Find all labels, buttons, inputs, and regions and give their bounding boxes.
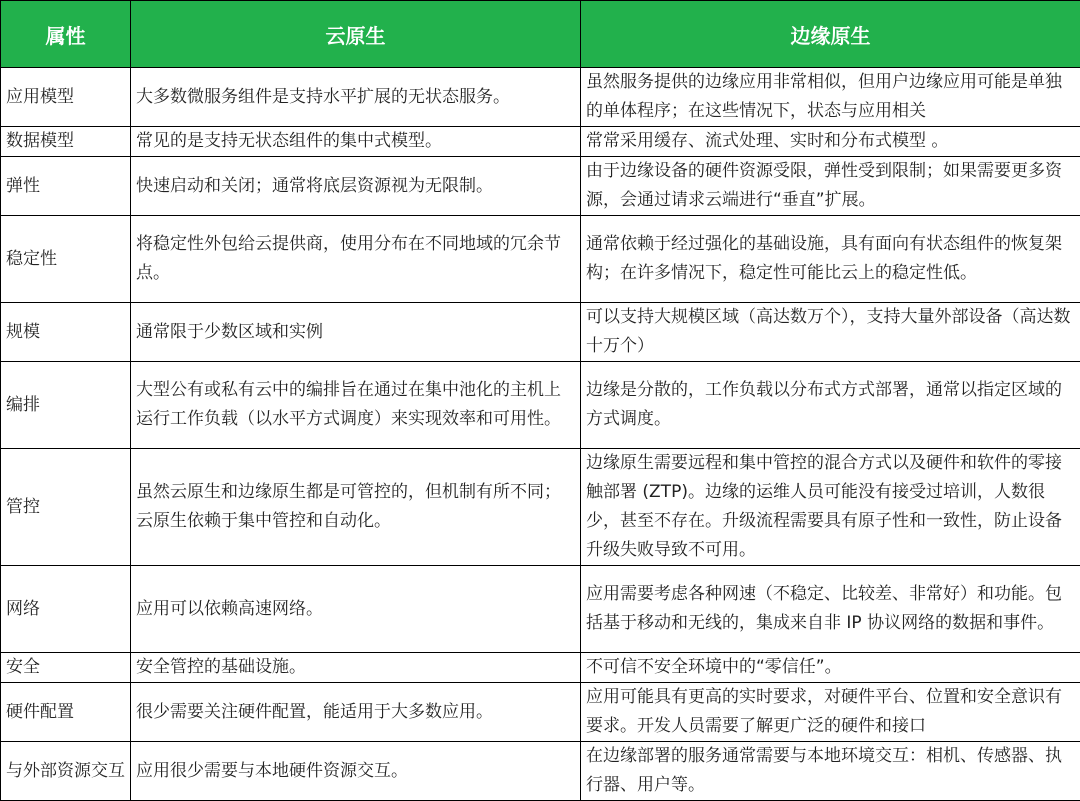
cloud-native-cell: 通常限于少数区域和实例 [131,303,581,362]
edge-native-cell: 在边缘部署的服务通常需要与本地环境交互：相机、传感器、执行器、用户等。 [581,742,1080,801]
table-row [1,449,1080,566]
attribute-cell: 规模 [1,303,131,362]
attribute-cell: 数据模型 [1,127,131,157]
table-row [1,362,1080,449]
cloud-native-cell: 应用可以依赖高速网络。 [131,566,581,653]
table-row [1,68,1080,127]
edge-native-cell: 应用可能具有更高的实时要求，对硬件平台、位置和安全意识有要求。开发人员需要了解更广泛的硬件和接口 [581,683,1080,742]
edge-native-cell: 虽然服务提供的边缘应用非常相似，但用户边缘应用可能是单独的单体程序；在这些情况下，状态与应用相关 [581,68,1080,127]
cloud-native-cell: 应用很少需要与本地硬件资源交互。 [131,742,581,801]
cloud-native-cell: 安全管控的基础设施。 [131,653,581,683]
edge-native-cell: 由于边缘设备的硬件资源受限，弹性受到限制；如果需要更多资源，会通过请求云端进行“垂直”扩展。 [581,157,1080,216]
table-row [1,653,1080,683]
attribute-cell: 应用模型 [1,68,131,127]
cloud-native-cell: 大型公有或私有云中的编排旨在通过在集中池化的主机上运行工作负载（以水平方式调度）来实现效率和可用性。 [131,362,581,449]
attribute-cell: 与外部资源交互 [1,742,131,801]
header-attribute: 属性 [1,1,131,68]
cloud-native-cell: 大多数微服务组件是支持水平扩展的无状态服务。 [131,68,581,127]
edge-native-cell: 通常依赖于经过强化的基础设施，具有面向有状态组件的恢复架构；在许多情况下，稳定性可能比云上的稳定性低。 [581,216,1080,303]
attribute-cell: 安全 [1,653,131,683]
table-row [1,157,1080,216]
edge-native-cell: 边缘是分散的，工作负载以分布式方式部署，通常以指定区域的方式调度。 [581,362,1080,449]
header-edge-native: 边缘原生 [581,1,1080,68]
attribute-cell: 网络 [1,566,131,653]
attribute-cell: 编排 [1,362,131,449]
edge-native-cell: 边缘原生需要远程和集中管控的混合方式以及硬件和软件的零接触部署 (ZTP)。边缘的运维人员可能没有接受过培训，人数很少，甚至不存在。升级流程需要具有原子性和一致性，防止设备升级失败导致不可用。 [581,449,1080,566]
edge-native-cell: 应用需要考虑各种网速（不稳定、比较差、非常好）和功能。包括基于移动和无线的，集成来自非 IP 协议网络的数据和事件。 [581,566,1080,653]
attribute-cell: 硬件配置 [1,683,131,742]
header-cloud-native: 云原生 [131,1,581,68]
edge-native-cell: 可以支持大规模区域（高达数万个），支持大量外部设备（高达数十万个） [581,303,1080,362]
table-row [1,303,1080,362]
cloud-native-cell: 快速启动和关闭；通常将底层资源视为无限制。 [131,157,581,216]
edge-native-cell: 不可信不安全环境中的“零信任”。 [581,653,1080,683]
cloud-native-cell: 很少需要关注硬件配置，能适用于大多数应用。 [131,683,581,742]
attribute-cell: 管控 [1,449,131,566]
edge-native-cell: 常常采用缓存、流式处理、实时和分布式模型 。 [581,127,1080,157]
cloud-native-cell: 常见的是支持无状态组件的集中式模型。 [131,127,581,157]
table-row [1,127,1080,157]
attribute-cell: 弹性 [1,157,131,216]
table-row [1,216,1080,303]
cloud-native-cell: 虽然云原生和边缘原生都是可管控的，但机制有所不同；云原生依赖于集中管控和自动化。 [131,449,581,566]
table-row [1,566,1080,653]
cloud-native-cell: 将稳定性外包给云提供商，使用分布在不同地域的冗余节点。 [131,216,581,303]
attribute-cell: 稳定性 [1,216,131,303]
header-row [1,1,1080,68]
table-row [1,683,1080,742]
